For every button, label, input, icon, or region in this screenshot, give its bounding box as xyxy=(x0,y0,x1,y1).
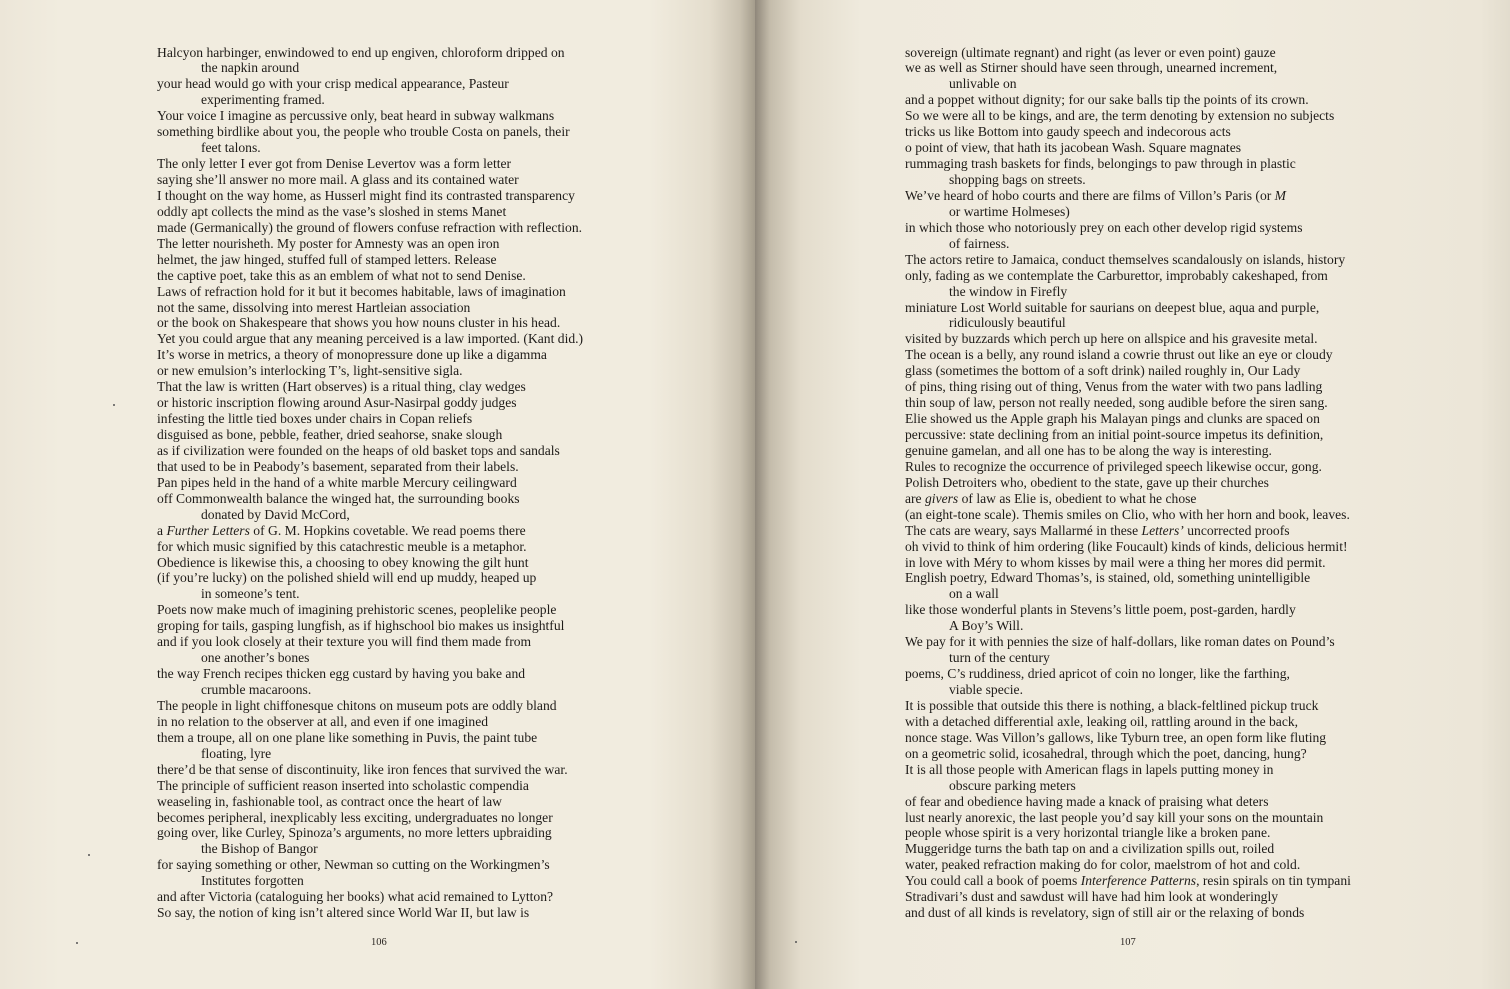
verse-line: nonce stage. Was Villon’s gallows, like Tyburn tree, an open form like fluting xyxy=(905,729,1327,745)
verse-line: lust nearly anorexic, the last people you’d say kill your sons on the mountain xyxy=(905,809,1324,825)
verse-line: Polish Detroiters who, obedient to the state, gave up their churches xyxy=(905,474,1269,490)
verse-line: a Further Letters of G. M. Hopkins covetable. We read poems there xyxy=(157,522,526,538)
verse-line: people whose spirit is a very horizontal triangle like a broken pane. xyxy=(905,825,1271,841)
paper-speck xyxy=(76,942,78,944)
verse-line: helmet, the jaw hinged, stuffed full of stamped letters. Release xyxy=(157,251,497,267)
verse-line-turnover: on a wall xyxy=(949,586,999,602)
verse-line: for which music signified by this catachrestic meuble is a metaphor. xyxy=(157,538,527,554)
verse-line: oddly apt collects the mind as the vase’s sloshed in stems Manet xyxy=(157,203,507,219)
verse-line-turnover: viable specie. xyxy=(949,682,1023,697)
italic-title: Further Letters xyxy=(166,522,250,538)
verse-line: o point of view, that hath its jacobean Wash. Square magnates xyxy=(905,140,1242,156)
verse-line: not the same, dissolving into merest Hartleian association xyxy=(157,299,471,315)
verse-line: Elie showed us the Apple graph his Malayan pings and clunks are spaced on xyxy=(905,411,1320,427)
verse-line: like those wonderful plants in Stevens’s little poem, post-garden, hardly xyxy=(905,602,1296,618)
verse-line: only, fading as we contemplate the Carburettor, improbably cakeshaped, from xyxy=(905,267,1328,283)
verse-line: or historic inscription flowing around Asur-Nasirpal goddy judges xyxy=(157,395,517,411)
verse-line: in which those who notoriously prey on each other develop rigid systems xyxy=(905,219,1303,235)
verse-line: (an eight-tone scale). Themis smiles on Clio, who with her horn and book, leaves. xyxy=(905,506,1350,522)
verse-line-turnover: turn of the century xyxy=(949,650,1050,666)
verse-line-turnover: A Boy’s Will. xyxy=(949,618,1024,634)
verse-line: You could call a book of poems Interference Patterns, resin spirals on tin tympani xyxy=(905,873,1351,889)
verse-line-turnover: the napkin around xyxy=(201,60,300,76)
verse-line: or new emulsion’s interlocking T’s, light-sensitive sigla. xyxy=(157,363,463,379)
verse-line: tricks us like Bottom into gaudy speech and indecorous acts xyxy=(905,124,1231,140)
verse-line: there’d be that sense of discontinuity, like iron fences that survived the war. xyxy=(157,761,568,777)
verse-line: That the law is written (Hart observes) is a ritual thing, clay wedges xyxy=(157,379,526,395)
verse-line: infesting the little tied boxes under chairs in Copan reliefs xyxy=(157,411,473,427)
verse-line: your head would go with your crisp medical appearance, Pasteur xyxy=(157,76,509,92)
verse-line: Poets now make much of imagining prehistoric scenes, peoplelike people xyxy=(157,602,557,618)
verse-line: The principle of sufficient reason inserted into scholastic compendia xyxy=(157,777,529,793)
right-page xyxy=(755,0,1510,989)
verse-line: miniature Lost World suitable for saurians on deepest blue, aqua and purple, xyxy=(905,299,1320,315)
verse-line: Rules to recognize the occurrence of privileged speech likewise occur, gong. xyxy=(905,458,1322,474)
verse-line: It is all those people with American flags in lapels putting money in xyxy=(905,761,1274,777)
verse-line-turnover: or wartime Holmeses) xyxy=(949,203,1070,219)
verse-line: of pins, thing rising out of thing, Venus from the water with two pans ladling xyxy=(905,379,1323,395)
verse-line: The cats are weary, says Mallarmé in these Letters’ uncorrected proofs xyxy=(905,522,1290,538)
verse-line: I thought on the way home, as Husserl might find its contrasted transparency xyxy=(157,187,575,203)
left-page-number: 106 xyxy=(371,937,387,948)
verse-line: going over, like Curley, Spinoza’s arguments, no more letters upbraiding xyxy=(157,825,552,841)
verse-line: in love with Méry to whom kisses by mail were a thing her mores did permit. xyxy=(905,554,1326,570)
verse-line: We pay for it with pennies the size of half-dollars, like roman dates on Pound’s xyxy=(905,634,1335,650)
paper-speck xyxy=(113,404,115,406)
verse-line: Stradivari’s dust and sawdust will have had him look at wonderingly xyxy=(905,889,1279,905)
verse-line: water, peaked refraction making do for color, maelstrom of hot and cold. xyxy=(905,857,1301,873)
verse-line: oh vivid to think of him ordering (like Foucault) kinds of kinds, delicious hermit! xyxy=(905,538,1348,554)
verse-line: The letter nourisheth. My poster for Amnesty was an open iron xyxy=(157,235,500,251)
verse-line: of fear and obedience having made a knack of praising what deters xyxy=(905,793,1269,809)
verse-line: The ocean is a belly, any round island a cowrie thrust out like an eye or cloudy xyxy=(905,347,1333,363)
verse-line: English poetry, Edward Thomas’s, is stained, old, something unintelligible xyxy=(905,570,1311,586)
verse-line-turnover: the Bishop of Bangor xyxy=(201,841,318,857)
verse-line-turnover: obscure parking meters xyxy=(949,777,1076,793)
verse-line: We’ve heard of hobo courts and there are films of Villon’s Paris (or M xyxy=(905,187,1286,203)
verse-line: saying she’ll answer no more mail. A glass and its contained water xyxy=(157,172,519,187)
paper-speck xyxy=(88,854,90,856)
verse-line: (if you’re lucky) on the polished shield will end up muddy, heaped up xyxy=(157,570,537,586)
verse-line: Your voice I imagine as percussive only, beat heard in subway walkmans xyxy=(157,108,555,124)
verse-line: rummaging trash baskets for finds, belongings to paw through in plastic xyxy=(905,156,1296,172)
verse-line: on a geometric solid, icosahedral, through which the poet, dancing, hung? xyxy=(905,745,1307,761)
verse-line: Pan pipes held in the hand of a white marble Mercury ceilingward xyxy=(157,474,517,490)
verse-line-turnover: floating, lyre xyxy=(201,745,272,761)
verse-line: Laws of refraction hold for it but it becomes habitable, laws of imagination xyxy=(157,283,566,299)
verse-line-turnover: the window in Firefly xyxy=(949,283,1068,299)
verse-line-turnover: shopping bags on streets. xyxy=(949,172,1086,187)
verse-line: and after Victoria (cataloguing her books) what acid remained to Lytton? xyxy=(157,889,554,905)
verse-line: Muggeridge turns the bath tap on and a civilization spills out, roiled xyxy=(905,841,1275,857)
verse-line: Halcyon harbinger, enwindowed to end up engiven, chloroform dripped on xyxy=(157,44,565,60)
verse-line: something birdlike about you, the people who trouble Costa on panels, their xyxy=(157,124,570,140)
verse-line: for saying something or other, Newman so cutting on the Workingmen’s xyxy=(157,857,550,873)
italic-title: M xyxy=(1274,187,1286,203)
verse-line: visited by buzzards which perch up here on allspice and his gravesite metal. xyxy=(905,331,1318,347)
verse-line: It is possible that outside this there is nothing, a black-feltlined pickup truck xyxy=(905,697,1319,713)
verse-line: genuine gamelan, and all one has to be along the way is interesting. xyxy=(905,442,1272,458)
italic-title: Letters’ xyxy=(1141,522,1184,538)
verse-line: glass (sometimes the bottom of a soft drink) nailed roughly in, Our Lady xyxy=(905,363,1301,379)
verse-line: the way French recipes thicken egg custard by having you bake and xyxy=(157,666,526,682)
verse-line: becomes peripheral, inexplicably less exciting, undergraduates no longer xyxy=(157,809,553,825)
verse-line: sovereign (ultimate regnant) and right (as lever or even point) gauze xyxy=(905,44,1276,60)
right-page-verse xyxy=(905,45,1351,922)
verse-line: poems, C’s ruddiness, dried apricot of coin no longer, like the farthing, xyxy=(905,666,1290,682)
verse-line: as if civilization were founded on the heaps of old basket tops and sandals xyxy=(157,442,560,458)
verse-line: made (Germanically) the ground of flowers confuse refraction with reflection. xyxy=(157,219,583,235)
italic-title: Interference Patterns xyxy=(1080,873,1197,889)
right-page-number: 107 xyxy=(1120,937,1136,948)
verse-line-turnover: Institutes forgotten xyxy=(201,873,304,889)
verse-line: with a detached differential axle, leaking oil, rattling around in the back, xyxy=(905,713,1299,729)
verse-line: groping for tails, gasping lungfish, as if highschool bio makes us insightful xyxy=(157,618,565,634)
verse-line: So we were all to be kings, and are, the term denoting by extension no subjects xyxy=(905,108,1335,124)
verse-line: thin soup of law, person not really needed, song audible before the siren sang. xyxy=(905,395,1328,411)
verse-line: and if you look closely at their texture you will find them made from xyxy=(157,634,532,650)
paper-speck xyxy=(795,941,797,943)
verse-line-turnover: feet talons. xyxy=(201,140,261,156)
verse-line: So say, the notion of king isn’t altered since World War II, but law is xyxy=(157,905,530,921)
verse-line-turnover: donated by David McCord, xyxy=(201,506,350,522)
verse-line: Obedience is likewise this, a choosing to obey knowing the gilt hunt xyxy=(157,554,529,570)
verse-line: are givers of law as Elie is, obedient to what he chose xyxy=(905,490,1197,506)
verse-line: and a poppet without dignity; for our sake balls tip the points of its crown. xyxy=(905,92,1309,108)
verse-line-turnover: of fairness. xyxy=(949,235,1010,251)
verse-line: The only letter I ever got from Denise Levertov was a form letter xyxy=(157,156,512,172)
verse-line-turnover: one another’s bones xyxy=(201,650,310,666)
italic-title: givers xyxy=(925,490,959,506)
verse-line: them a troupe, all on one plane like something in Puvis, the paint tube xyxy=(157,729,538,745)
verse-line: we as well as Stirner should have seen through, unearned increment, xyxy=(905,60,1278,76)
verse-line: percussive: state declining from an initial point-source impetus its definition, xyxy=(905,427,1324,442)
verse-line: The people in light chiffonesque chitons on museum pots are oddly bland xyxy=(157,697,557,713)
verse-line: off Commonwealth balance the winged hat, the surrounding books xyxy=(157,490,520,506)
left-page-verse xyxy=(157,45,583,922)
verse-line: in no relation to the observer at all, and even if one imagined xyxy=(157,713,489,729)
verse-line: The actors retire to Jamaica, conduct themselves scandalously on islands, history xyxy=(905,251,1346,267)
verse-line-turnover: ridiculously beautiful xyxy=(949,315,1066,331)
verse-line-turnover: crumble macaroons. xyxy=(201,682,312,697)
verse-line: the captive poet, take this as an emblem of what not to send Denise. xyxy=(157,267,526,283)
verse-line: It’s worse in metrics, a theory of monopressure done up like a digamma xyxy=(157,347,547,363)
verse-line-turnover: unlivable on xyxy=(949,76,1017,92)
verse-line: disguised as bone, pebble, feather, dried seahorse, snake slough xyxy=(157,427,503,442)
verse-line: weaseling in, fashionable tool, as contract once the heart of law xyxy=(157,793,503,809)
verse-line: or the book on Shakespeare that shows you how nouns cluster in his head. xyxy=(157,315,561,331)
verse-line-turnover: experimenting framed. xyxy=(201,92,325,108)
verse-line: and dust of all kinds is revelatory, sign of still air or the relaxing of bonds xyxy=(905,905,1305,921)
verse-line: that used to be in Peabody’s basement, separated from their labels. xyxy=(157,458,519,474)
verse-line: Yet you could argue that any meaning perceived is a law imported. (Kant did.) xyxy=(157,331,584,347)
verse-line-turnover: in someone’s tent. xyxy=(201,586,300,602)
